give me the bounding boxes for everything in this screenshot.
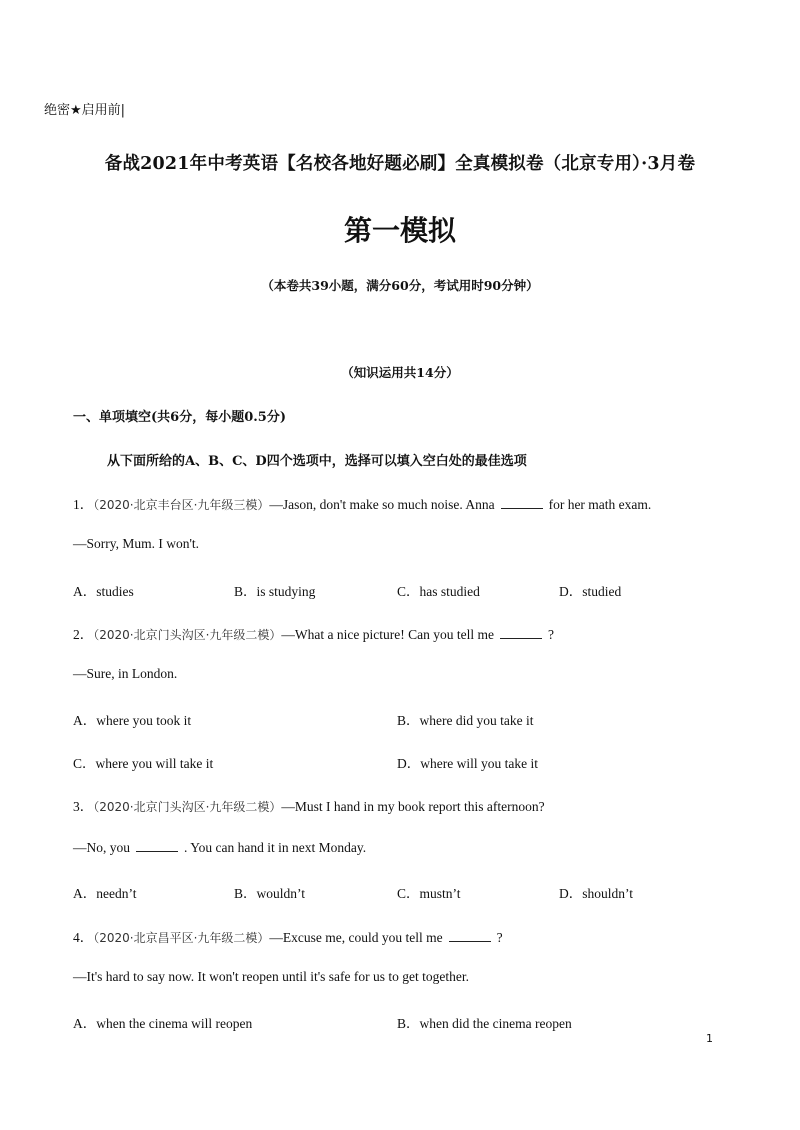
question-source: （2020·北京门头沟区·九年级二模） xyxy=(93,800,282,814)
question-text: —Jason, don't make so much noise. Anna xyxy=(269,497,495,512)
question-2-stem xyxy=(73,623,554,643)
confidential-mark: 绝密★启用前| xyxy=(44,103,126,118)
question-3-option-d: D．shouldn’t xyxy=(559,886,634,901)
question-2-option-c: C．where you will take it xyxy=(73,756,214,771)
question-source: （2020·北京门头沟区·九年级二模） xyxy=(93,628,282,642)
page-number: 1 xyxy=(706,1032,713,1045)
exam-subtitle: 第一模拟 xyxy=(343,214,456,247)
reply-text: —No, you xyxy=(73,840,130,855)
question-text: —Excuse me, could you tell me xyxy=(269,930,443,945)
question-4-stem xyxy=(73,926,503,946)
reply-text-after: . You can hand it in next Monday. xyxy=(184,840,367,855)
question-text-after: ? xyxy=(547,627,554,642)
answer-blank xyxy=(501,496,543,509)
exam-info: （本卷共39小题，满分60分，考试用时90分钟） xyxy=(261,278,539,293)
question-source: （2020·北京昌平区·九年级二模） xyxy=(93,931,270,945)
question-text: —What a nice picture! Can you tell me xyxy=(281,627,494,642)
question-4-option-a: A．when the cinema will reopen xyxy=(73,1016,253,1031)
answer-blank xyxy=(136,839,178,852)
question-3-option-b: B．wouldn’t xyxy=(234,886,306,901)
question-1-option-c: C．has studied xyxy=(397,584,480,599)
question-1-option-a: A．studies xyxy=(73,584,134,599)
exam-title: 备战2021年中考英语【名校各地好题必刷】全真模拟卷（北京专用）·3月卷 xyxy=(104,154,696,174)
question-3-option-c: C．mustn’t xyxy=(397,886,461,901)
question-number: 3． xyxy=(73,799,94,814)
question-1-stem xyxy=(73,493,651,513)
question-2-option-d: D．where will you take it xyxy=(397,756,538,771)
question-1-option-d: D．studied xyxy=(559,584,622,599)
question-4-reply: —It's hard to say now. It won't reopen until it's safe for us to get together. xyxy=(73,969,469,984)
question-1-reply: —Sorry, Mum. I won't. xyxy=(73,536,200,551)
answer-blank xyxy=(449,929,491,942)
question-number: 4． xyxy=(73,930,94,945)
question-3-stem xyxy=(73,795,545,815)
question-2-option-b: B．where did you take it xyxy=(397,713,534,728)
section-score: （知识运用共14分） xyxy=(341,365,459,380)
answer-blank xyxy=(500,626,542,639)
question-text: —Must I hand in my book report this afternoon? xyxy=(281,799,545,814)
question-source: （2020·北京丰台区·九年级三模） xyxy=(93,498,270,512)
question-4-option-b: B．when did the cinema reopen xyxy=(397,1016,572,1031)
question-2-reply: —Sure, in London. xyxy=(73,666,178,681)
question-3-reply xyxy=(73,839,366,856)
question-number: 1． xyxy=(73,497,94,512)
question-3-option-a: A．needn’t xyxy=(73,886,137,901)
section-title: 一、单项填空(共6分，每小题0.5分) xyxy=(73,410,286,425)
question-1-option-b: B．is studying xyxy=(234,584,316,599)
question-number: 2． xyxy=(73,627,94,642)
question-text-after: ? xyxy=(496,930,503,945)
section-instruction: 从下面所给的A、B、C、D四个选项中，选择可以填入空白处的最佳选项 xyxy=(107,454,527,469)
question-text-after: for her math exam. xyxy=(548,497,652,512)
question-2-option-a: A．where you took it xyxy=(73,713,192,728)
